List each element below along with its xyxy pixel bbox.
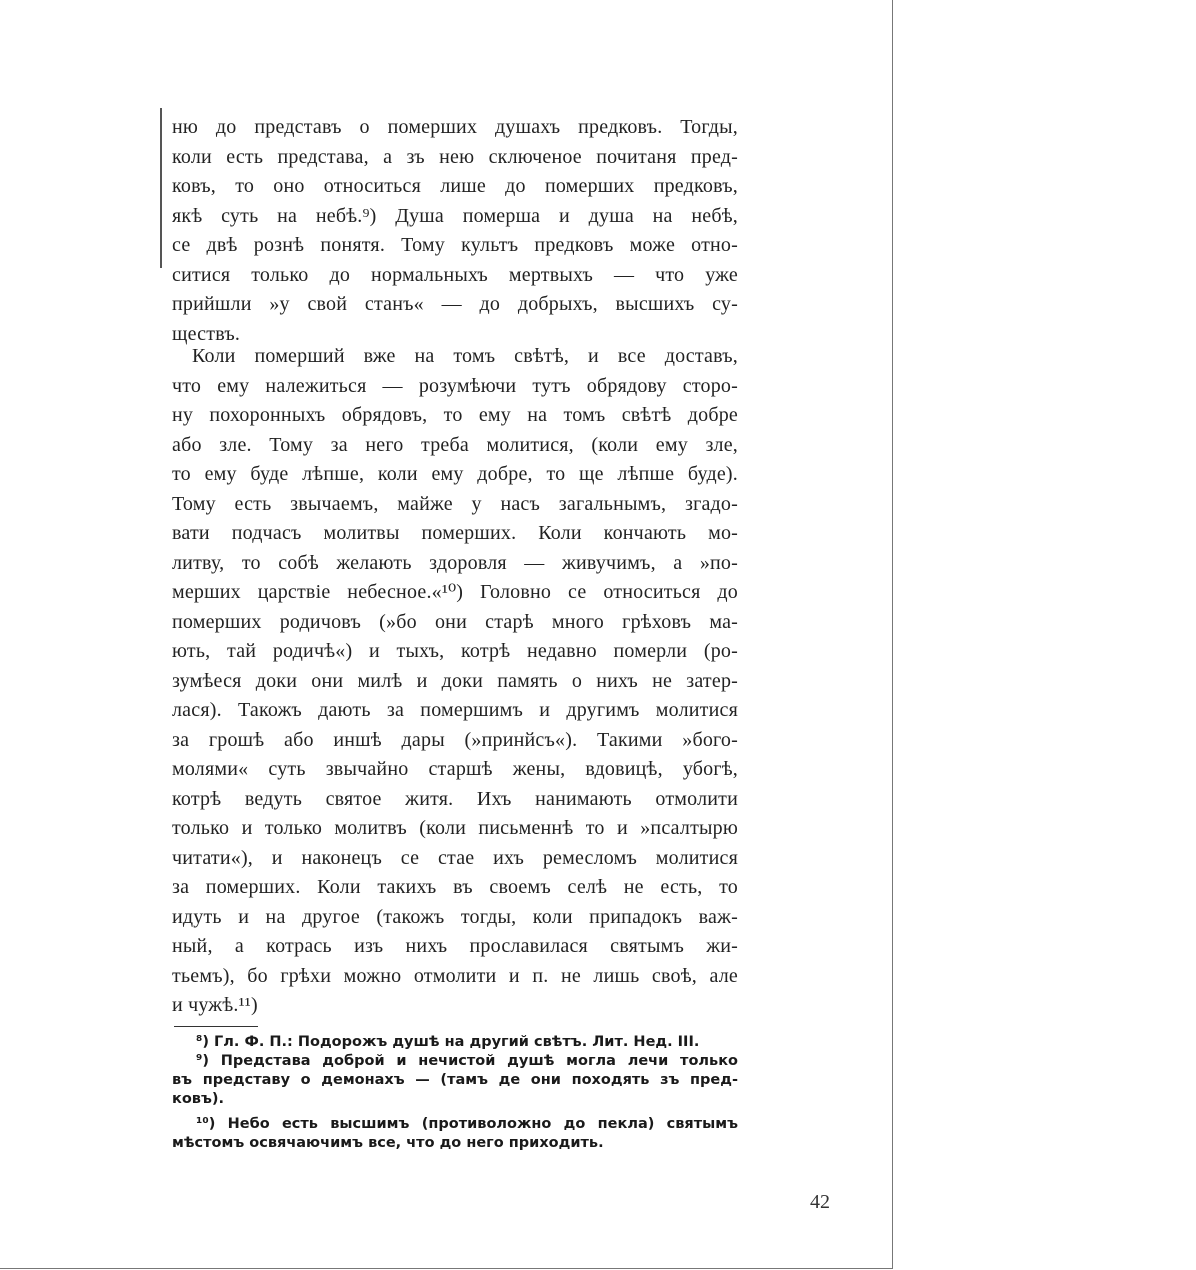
text-line: Коли померший вже на томъ свѣтѣ, и все доставъ, [192, 345, 738, 367]
margin-mark [160, 108, 162, 268]
text-line: зумѣеся доки они милѣ и доки память о нихъ не затер- [172, 669, 738, 692]
footnote-9-line: въ представу о демонахъ — (тамъ де они походять зъ пред- [172, 1072, 738, 1088]
text-line: ковъ, то оно относиться лише до померших предковъ, [172, 175, 738, 197]
text-line: Тому есть звычаемъ, майже у насъ загальнымъ, згадо- [172, 492, 738, 515]
text-line: лася). Такожъ дають за помершимъ и другимъ молитися [172, 699, 738, 721]
text-line: за грошѣ або иншѣ дары (»принйсъ«). Такими »бого- [172, 728, 738, 751]
footnote-9-line: ковъ). [172, 1091, 225, 1107]
text-line: котрѣ ведуть святое житя. Ихъ нанимають отмолити [172, 787, 738, 810]
text-line: только и только молитвъ (коли письменнѣ то и »псалтырю [172, 817, 738, 839]
footnote-8: ⁸) Гл. Ф. П.: Подорожъ душѣ на другий свѣтъ. Лит. Нед. III. [196, 1034, 700, 1050]
footnotes [172, 1033, 738, 1153]
footnote-10: ¹⁰) Небо есть высшимъ (противоложно до пекла) святымъ [196, 1116, 738, 1132]
footnote-10-line: мѣстомъ освячаючимъ все, что до него приходить. [172, 1135, 604, 1151]
text-line: ють, тай родичѣ«) и тыхъ, котрѣ недавно померли (ро- [172, 640, 738, 662]
text-line: ществъ. [172, 322, 241, 345]
text-line: ню до представъ о померших душахъ предковъ. Тогды, [172, 116, 738, 138]
text-line: то ему буде лѣпше, коли ему добре, то ще лѣпше буде). [172, 463, 738, 485]
text-line: и чужѣ.¹¹) [172, 994, 258, 1016]
text-line: литву, то собѣ желають здоровля — живучимъ, а »по- [172, 551, 738, 574]
text-line: ный, а котрась изъ нихъ прославилася святымъ жи- [172, 935, 738, 957]
text-line: прийшли »у свой станъ« — до добрыхъ, высшихъ су- [172, 293, 738, 315]
paragraph-2 [172, 342, 738, 1021]
paragraph-1 [172, 113, 738, 349]
text-line: ну похоронныхъ обрядовъ, то ему на томъ свѣтѣ добре [172, 404, 738, 426]
text-line: что ему належиться — розумѣючи тутъ обрядову сторо- [172, 374, 738, 397]
text-line: идуть и на другое (такожъ тогды, коли припадокъ важ- [172, 905, 738, 928]
text-line: се двѣ рознѣ понятя. Тому культъ предковъ може отно- [172, 234, 738, 256]
text-line: ситися только до нормальныхъ мертвыхъ — что уже [172, 263, 738, 286]
footnote-separator [174, 1026, 258, 1027]
text-line: вати подчасъ молитвы померших. Коли кончають мо- [172, 522, 738, 544]
footnote-9: ⁹) Представа доброй и нечистой душѣ могла лечи только [196, 1053, 738, 1069]
text-line: мерших царствіе небесное.«¹⁰) Головно се относиться до [172, 581, 738, 603]
text-line: або зле. Тому за него треба молитися, (коли ему зле, [172, 433, 738, 456]
text-line: за померших. Коли такихъ въ своемъ селѣ не есть, то [172, 876, 738, 898]
text-line: померших родичовъ (»бо они старѣ много грѣховъ ма- [172, 610, 738, 633]
text-line: читати«), и наконецъ се стае ихъ ремесломъ молитися [172, 846, 738, 869]
text-line: молями« суть звычайно старшѣ жены, вдовицѣ, убогѣ, [172, 758, 738, 780]
text-line: коли есть представа, а зъ нею сключеное почитаня пред- [172, 145, 738, 168]
page-number: 42 [810, 1191, 830, 1213]
text-line: якѣ суть на небѣ.⁹) Душа померша и душа на небѣ, [172, 204, 738, 227]
text-line: тьемъ), бо грѣхи можно отмолити и п. не лишь своѣ, але [172, 964, 738, 987]
